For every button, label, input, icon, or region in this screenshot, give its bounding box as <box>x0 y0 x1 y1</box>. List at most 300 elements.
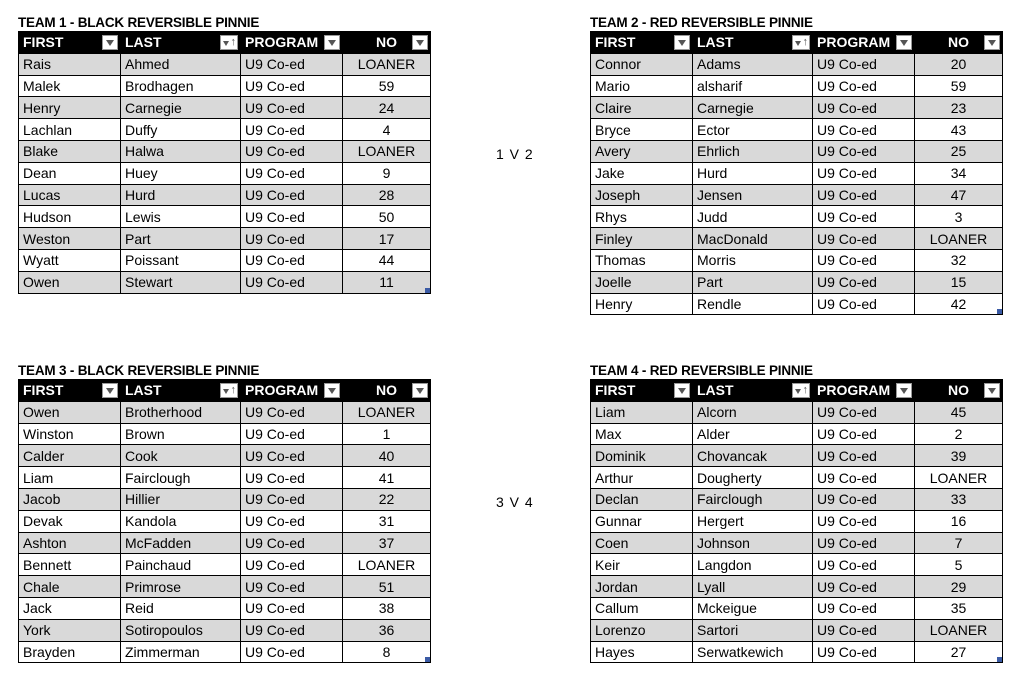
cell-program[interactable]: U9 Co-ed <box>241 97 343 119</box>
table-row <box>591 206 1003 228</box>
cell-first[interactable]: Chale <box>19 576 121 598</box>
cell-no[interactable]: 4 <box>343 119 431 141</box>
cell-no[interactable]: 20 <box>915 53 1003 75</box>
cell-first[interactable]: Jacob <box>19 488 121 510</box>
cell-program[interactable]: U9 Co-ed <box>241 619 343 641</box>
cell-program[interactable]: U9 Co-ed <box>813 97 915 119</box>
cell-first[interactable]: Henry <box>19 97 121 119</box>
cell-program[interactable]: U9 Co-ed <box>813 184 915 206</box>
cell-last[interactable]: Ehrlich <box>693 140 813 162</box>
cell-no[interactable]: LOANER <box>343 53 431 75</box>
table-row <box>591 401 1003 423</box>
cell-first[interactable]: Liam <box>19 467 121 489</box>
cell-last[interactable]: Stewart <box>121 271 241 293</box>
cell-no[interactable]: LOANER <box>343 140 431 162</box>
cell-last[interactable]: Duffy <box>121 119 241 141</box>
cell-first[interactable]: Bennett <box>19 554 121 576</box>
cell-program[interactable]: U9 Co-ed <box>241 206 343 228</box>
table-row <box>591 271 1003 293</box>
cell-last[interactable]: Brown <box>121 423 241 445</box>
cell-last[interactable]: Hillier <box>121 488 241 510</box>
cell-program[interactable]: U9 Co-ed <box>813 597 915 619</box>
cell-first[interactable]: Liam <box>591 401 693 423</box>
cell-last[interactable]: Cook <box>121 445 241 467</box>
cell-program[interactable]: U9 Co-ed <box>813 532 915 554</box>
cell-no[interactable]: 3 <box>915 206 1003 228</box>
sort-filter-icon[interactable]: ↑ <box>792 35 810 50</box>
cell-no[interactable]: 5 <box>915 554 1003 576</box>
cell-no[interactable]: 45 <box>915 401 1003 423</box>
cell-last[interactable]: Lewis <box>121 206 241 228</box>
cell-no[interactable]: LOANER <box>343 554 431 576</box>
cell-no[interactable]: 25 <box>915 140 1003 162</box>
column-header-label: PROGRAM <box>245 34 319 51</box>
cell-last[interactable]: Dougherty <box>693 467 813 489</box>
cell-last[interactable]: Alcorn <box>693 401 813 423</box>
table-row <box>591 597 1003 619</box>
roster-table <box>590 31 1003 315</box>
table-row <box>19 510 431 532</box>
table-row <box>19 97 431 119</box>
cell-first[interactable]: Joseph <box>591 184 693 206</box>
cell-first[interactable]: Thomas <box>591 249 693 271</box>
table-row <box>591 53 1003 75</box>
roster-table <box>18 379 431 663</box>
cell-first[interactable]: Dominik <box>591 445 693 467</box>
table-row <box>19 554 431 576</box>
column-header-no <box>915 32 1003 54</box>
cell-program[interactable]: U9 Co-ed <box>241 162 343 184</box>
cell-first[interactable]: Gunnar <box>591 510 693 532</box>
cell-program[interactable]: U9 Co-ed <box>241 423 343 445</box>
cell-first[interactable]: Keir <box>591 554 693 576</box>
cell-program[interactable]: U9 Co-ed <box>813 467 915 489</box>
cell-no[interactable]: 44 <box>343 249 431 271</box>
cell-program[interactable]: U9 Co-ed <box>241 576 343 598</box>
filter-dropdown-icon[interactable] <box>412 35 428 50</box>
cell-first[interactable]: Rais <box>19 53 121 75</box>
matchup-3v4-label: 3 V 4 <box>496 494 534 510</box>
cell-no[interactable]: LOANER <box>915 467 1003 489</box>
filter-dropdown-icon[interactable] <box>324 35 340 50</box>
cell-last[interactable]: Zimmerman <box>121 641 241 663</box>
cell-last[interactable]: Part <box>121 228 241 250</box>
cell-first[interactable]: Finley <box>591 228 693 250</box>
cell-first[interactable]: Connor <box>591 53 693 75</box>
team-1-table-block <box>18 14 431 294</box>
cell-last[interactable]: Fairclough <box>693 488 813 510</box>
cell-first[interactable]: Lucas <box>19 184 121 206</box>
table-row <box>19 271 431 293</box>
column-header-label: LAST <box>697 382 734 399</box>
cell-no[interactable]: 17 <box>343 228 431 250</box>
cell-program[interactable]: U9 Co-ed <box>813 119 915 141</box>
cell-last[interactable]: Huey <box>121 162 241 184</box>
cell-no[interactable]: 24 <box>343 97 431 119</box>
filter-dropdown-icon[interactable] <box>896 383 912 398</box>
cell-program[interactable]: U9 Co-ed <box>241 119 343 141</box>
cell-last[interactable]: Mckeigue <box>693 597 813 619</box>
cell-program[interactable]: U9 Co-ed <box>241 445 343 467</box>
cell-first[interactable]: Coen <box>591 532 693 554</box>
column-header-label: PROGRAM <box>817 382 891 399</box>
table-row <box>19 249 431 271</box>
table-resize-handle-icon[interactable] <box>425 657 430 662</box>
table-row <box>19 619 431 641</box>
cell-no[interactable]: 7 <box>915 532 1003 554</box>
cell-no[interactable]: 2 <box>915 423 1003 445</box>
filter-dropdown-icon[interactable] <box>102 35 118 50</box>
cell-no[interactable]: LOANER <box>915 228 1003 250</box>
column-header-program <box>813 32 915 54</box>
table-row <box>591 140 1003 162</box>
table-row <box>19 184 431 206</box>
cell-program[interactable]: U9 Co-ed <box>813 619 915 641</box>
table-row <box>19 641 431 663</box>
cell-no[interactable]: 27 <box>915 641 1003 663</box>
cell-first[interactable]: Lorenzo <box>591 619 693 641</box>
cell-last[interactable]: Fairclough <box>121 467 241 489</box>
cell-last[interactable]: Hergert <box>693 510 813 532</box>
table-row <box>591 576 1003 598</box>
table-row <box>19 445 431 467</box>
cell-no[interactable]: 36 <box>343 619 431 641</box>
cell-first[interactable]: Devak <box>19 510 121 532</box>
cell-last[interactable]: Jensen <box>693 184 813 206</box>
cell-last[interactable]: Rendle <box>693 293 813 315</box>
cell-last[interactable]: Langdon <box>693 554 813 576</box>
table-row <box>591 445 1003 467</box>
cell-no[interactable]: 41 <box>343 467 431 489</box>
cell-last[interactable]: Part <box>693 271 813 293</box>
filter-dropdown-icon[interactable] <box>674 35 690 50</box>
roster-table <box>590 379 1003 663</box>
cell-no[interactable]: 35 <box>915 597 1003 619</box>
cell-no[interactable]: 37 <box>343 532 431 554</box>
column-header-first <box>19 32 121 54</box>
header-row <box>591 380 1003 402</box>
team-title: TEAM 3 - BLACK REVERSIBLE PINNIE <box>18 363 260 378</box>
cell-first[interactable]: Calder <box>19 445 121 467</box>
sort-filter-icon[interactable]: ↑ <box>792 383 810 398</box>
filter-dropdown-icon[interactable] <box>984 35 1000 50</box>
column-header-program <box>241 380 343 402</box>
column-header-label: LAST <box>125 382 162 399</box>
cell-first[interactable]: Jack <box>19 597 121 619</box>
cell-last[interactable]: Morris <box>693 249 813 271</box>
cell-program[interactable]: U9 Co-ed <box>813 641 915 663</box>
cell-program[interactable]: U9 Co-ed <box>813 293 915 315</box>
column-header-label: NO <box>948 34 969 51</box>
cell-no[interactable]: 22 <box>343 488 431 510</box>
cell-no[interactable]: 23 <box>915 97 1003 119</box>
table-row <box>19 140 431 162</box>
cell-no[interactable]: 9 <box>343 162 431 184</box>
cell-first[interactable]: Dean <box>19 162 121 184</box>
cell-first[interactable]: Declan <box>591 488 693 510</box>
cell-program[interactable]: U9 Co-ed <box>813 140 915 162</box>
table-row <box>591 641 1003 663</box>
cell-first[interactable]: Blake <box>19 140 121 162</box>
column-header-label: NO <box>948 382 969 399</box>
cell-program[interactable]: U9 Co-ed <box>813 576 915 598</box>
table-row <box>591 554 1003 576</box>
column-header-label: LAST <box>697 34 734 51</box>
cell-last[interactable]: alsharif <box>693 75 813 97</box>
cell-program[interactable]: U9 Co-ed <box>241 532 343 554</box>
cell-first[interactable]: Malek <box>19 75 121 97</box>
cell-first[interactable]: Arthur <box>591 467 693 489</box>
table-row <box>591 162 1003 184</box>
header-row <box>591 32 1003 54</box>
filter-dropdown-icon[interactable] <box>984 383 1000 398</box>
column-header-last <box>693 380 813 402</box>
table-row <box>591 75 1003 97</box>
cell-last[interactable]: Hurd <box>693 162 813 184</box>
table-resize-handle-icon[interactable] <box>425 288 430 293</box>
column-header-program <box>813 380 915 402</box>
cell-program[interactable]: U9 Co-ed <box>241 140 343 162</box>
table-row <box>19 423 431 445</box>
team-2-table-block <box>590 14 1003 315</box>
cell-first[interactable]: Winston <box>19 423 121 445</box>
cell-program[interactable]: U9 Co-ed <box>241 641 343 663</box>
cell-program[interactable]: U9 Co-ed <box>813 423 915 445</box>
cell-program[interactable]: U9 Co-ed <box>813 271 915 293</box>
cell-first[interactable]: York <box>19 619 121 641</box>
cell-first[interactable]: Jake <box>591 162 693 184</box>
team-3-table-block <box>18 362 431 663</box>
cell-program[interactable]: U9 Co-ed <box>813 228 915 250</box>
cell-no[interactable]: 29 <box>915 576 1003 598</box>
team-title: TEAM 2 - RED REVERSIBLE PINNIE <box>590 15 813 30</box>
cell-no[interactable]: 34 <box>915 162 1003 184</box>
column-header-label: FIRST <box>595 34 636 51</box>
cell-program[interactable]: U9 Co-ed <box>813 401 915 423</box>
cell-no[interactable]: LOANER <box>343 401 431 423</box>
header-row <box>19 32 431 54</box>
filter-dropdown-icon[interactable] <box>412 383 428 398</box>
column-header-label: NO <box>376 382 397 399</box>
table-row <box>591 184 1003 206</box>
column-header-last <box>693 32 813 54</box>
cell-no[interactable]: 32 <box>915 249 1003 271</box>
table-row <box>591 510 1003 532</box>
cell-no[interactable]: 51 <box>343 576 431 598</box>
table-resize-handle-icon[interactable] <box>997 657 1002 662</box>
cell-no[interactable]: 50 <box>343 206 431 228</box>
cell-program[interactable]: U9 Co-ed <box>813 488 915 510</box>
cell-last[interactable]: Ector <box>693 119 813 141</box>
cell-first[interactable]: Wyatt <box>19 249 121 271</box>
cell-no[interactable]: 39 <box>915 445 1003 467</box>
filter-dropdown-icon[interactable] <box>102 383 118 398</box>
cell-program[interactable]: U9 Co-ed <box>813 445 915 467</box>
team-title: TEAM 4 - RED REVERSIBLE PINNIE <box>590 363 813 378</box>
cell-program[interactable]: U9 Co-ed <box>241 271 343 293</box>
table-row <box>19 162 431 184</box>
matchup-1v2-label: 1 V 2 <box>496 146 534 162</box>
header-row <box>19 380 431 402</box>
cell-no[interactable]: LOANER <box>915 619 1003 641</box>
cell-program[interactable]: U9 Co-ed <box>241 510 343 532</box>
cell-program[interactable]: U9 Co-ed <box>241 467 343 489</box>
cell-last[interactable]: Carnegie <box>693 97 813 119</box>
cell-no[interactable]: 16 <box>915 510 1003 532</box>
cell-no[interactable]: 43 <box>915 119 1003 141</box>
roster-table <box>18 31 431 294</box>
cell-program[interactable]: U9 Co-ed <box>241 488 343 510</box>
table-row <box>19 119 431 141</box>
table-row <box>19 467 431 489</box>
cell-last[interactable]: MacDonald <box>693 228 813 250</box>
cell-no[interactable]: 15 <box>915 271 1003 293</box>
cell-first[interactable]: Henry <box>591 293 693 315</box>
cell-last[interactable]: Sartori <box>693 619 813 641</box>
cell-program[interactable]: U9 Co-ed <box>241 401 343 423</box>
table-row <box>19 53 431 75</box>
column-header-label: PROGRAM <box>245 382 319 399</box>
cell-last[interactable]: Kandola <box>121 510 241 532</box>
cell-no[interactable]: 31 <box>343 510 431 532</box>
cell-program[interactable]: U9 Co-ed <box>241 53 343 75</box>
cell-first[interactable]: Ashton <box>19 532 121 554</box>
cell-program[interactable]: U9 Co-ed <box>813 554 915 576</box>
table-row <box>591 249 1003 271</box>
cell-program[interactable]: U9 Co-ed <box>813 510 915 532</box>
column-header-first <box>19 380 121 402</box>
cell-last[interactable]: Primrose <box>121 576 241 598</box>
cell-no[interactable]: 28 <box>343 184 431 206</box>
cell-last[interactable]: Alder <box>693 423 813 445</box>
filter-dropdown-icon[interactable] <box>674 383 690 398</box>
cell-first[interactable]: Mario <box>591 75 693 97</box>
team-4-table-block <box>590 362 1003 663</box>
cell-program[interactable]: U9 Co-ed <box>241 75 343 97</box>
table-row <box>591 119 1003 141</box>
cell-program[interactable]: U9 Co-ed <box>813 162 915 184</box>
table-row <box>591 488 1003 510</box>
filter-dropdown-icon[interactable] <box>324 383 340 398</box>
cell-last[interactable]: Chovancak <box>693 445 813 467</box>
cell-last[interactable]: Brodhagen <box>121 75 241 97</box>
cell-last[interactable]: Adams <box>693 53 813 75</box>
cell-last[interactable]: Reid <box>121 597 241 619</box>
cell-last[interactable]: Sotiropoulos <box>121 619 241 641</box>
cell-first[interactable]: Rhys <box>591 206 693 228</box>
table-row <box>19 488 431 510</box>
cell-first[interactable]: Callum <box>591 597 693 619</box>
table-row <box>591 532 1003 554</box>
column-header-no <box>915 380 1003 402</box>
column-header-last <box>121 380 241 402</box>
sort-filter-icon[interactable]: ↑ <box>220 35 238 50</box>
cell-no[interactable]: 33 <box>915 488 1003 510</box>
cell-first[interactable]: Brayden <box>19 641 121 663</box>
table-row <box>19 206 431 228</box>
column-header-no <box>343 380 431 402</box>
cell-last[interactable]: Judd <box>693 206 813 228</box>
sort-filter-icon[interactable]: ↑ <box>220 383 238 398</box>
cell-first[interactable]: Joelle <box>591 271 693 293</box>
cell-no[interactable]: 59 <box>343 75 431 97</box>
cell-program[interactable]: U9 Co-ed <box>813 249 915 271</box>
cell-first[interactable]: Bryce <box>591 119 693 141</box>
column-header-label: NO <box>376 34 397 51</box>
cell-program[interactable]: U9 Co-ed <box>241 184 343 206</box>
cell-no[interactable]: 59 <box>915 75 1003 97</box>
cell-last[interactable]: McFadden <box>121 532 241 554</box>
cell-last[interactable]: Johnson <box>693 532 813 554</box>
column-header-first <box>591 32 693 54</box>
table-row <box>19 576 431 598</box>
column-header-first <box>591 380 693 402</box>
cell-first[interactable]: Hayes <box>591 641 693 663</box>
cell-no[interactable]: 47 <box>915 184 1003 206</box>
table-row <box>591 423 1003 445</box>
team-title: TEAM 1 - BLACK REVERSIBLE PINNIE <box>18 15 260 30</box>
cell-last[interactable]: Lyall <box>693 576 813 598</box>
cell-program[interactable]: U9 Co-ed <box>241 228 343 250</box>
cell-no[interactable]: 1 <box>343 423 431 445</box>
cell-last[interactable]: Ahmed <box>121 53 241 75</box>
table-row <box>19 75 431 97</box>
column-header-label: LAST <box>125 34 162 51</box>
column-header-program <box>241 32 343 54</box>
cell-last[interactable]: Painchaud <box>121 554 241 576</box>
cell-program[interactable]: U9 Co-ed <box>813 53 915 75</box>
cell-last[interactable]: Brotherhood <box>121 401 241 423</box>
cell-last[interactable]: Poissant <box>121 249 241 271</box>
table-row <box>591 619 1003 641</box>
cell-first[interactable]: Claire <box>591 97 693 119</box>
table-row <box>591 467 1003 489</box>
cell-last[interactable]: Carnegie <box>121 97 241 119</box>
table-row <box>19 401 431 423</box>
table-row <box>19 228 431 250</box>
cell-first[interactable]: Weston <box>19 228 121 250</box>
column-header-no <box>343 32 431 54</box>
column-header-label: FIRST <box>23 382 64 399</box>
table-row <box>591 97 1003 119</box>
cell-program[interactable]: U9 Co-ed <box>241 597 343 619</box>
cell-first[interactable]: Avery <box>591 140 693 162</box>
cell-first[interactable]: Lachlan <box>19 119 121 141</box>
column-header-label: FIRST <box>23 34 64 51</box>
cell-first[interactable]: Max <box>591 423 693 445</box>
cell-last[interactable]: Hurd <box>121 184 241 206</box>
cell-first[interactable]: Owen <box>19 401 121 423</box>
cell-program[interactable]: U9 Co-ed <box>813 75 915 97</box>
cell-program[interactable]: U9 Co-ed <box>241 554 343 576</box>
cell-no[interactable]: 38 <box>343 597 431 619</box>
cell-program[interactable]: U9 Co-ed <box>241 249 343 271</box>
cell-no[interactable]: 11 <box>343 271 431 293</box>
table-resize-handle-icon[interactable] <box>997 309 1002 314</box>
cell-first[interactable]: Hudson <box>19 206 121 228</box>
cell-no[interactable]: 40 <box>343 445 431 467</box>
column-header-label: PROGRAM <box>817 34 891 51</box>
cell-last[interactable]: Halwa <box>121 140 241 162</box>
column-header-last <box>121 32 241 54</box>
cell-program[interactable]: U9 Co-ed <box>813 206 915 228</box>
cell-last[interactable]: Serwatkewich <box>693 641 813 663</box>
cell-no[interactable]: 8 <box>343 641 431 663</box>
cell-first[interactable]: Owen <box>19 271 121 293</box>
cell-no[interactable]: 42 <box>915 293 1003 315</box>
filter-dropdown-icon[interactable] <box>896 35 912 50</box>
cell-first[interactable]: Jordan <box>591 576 693 598</box>
